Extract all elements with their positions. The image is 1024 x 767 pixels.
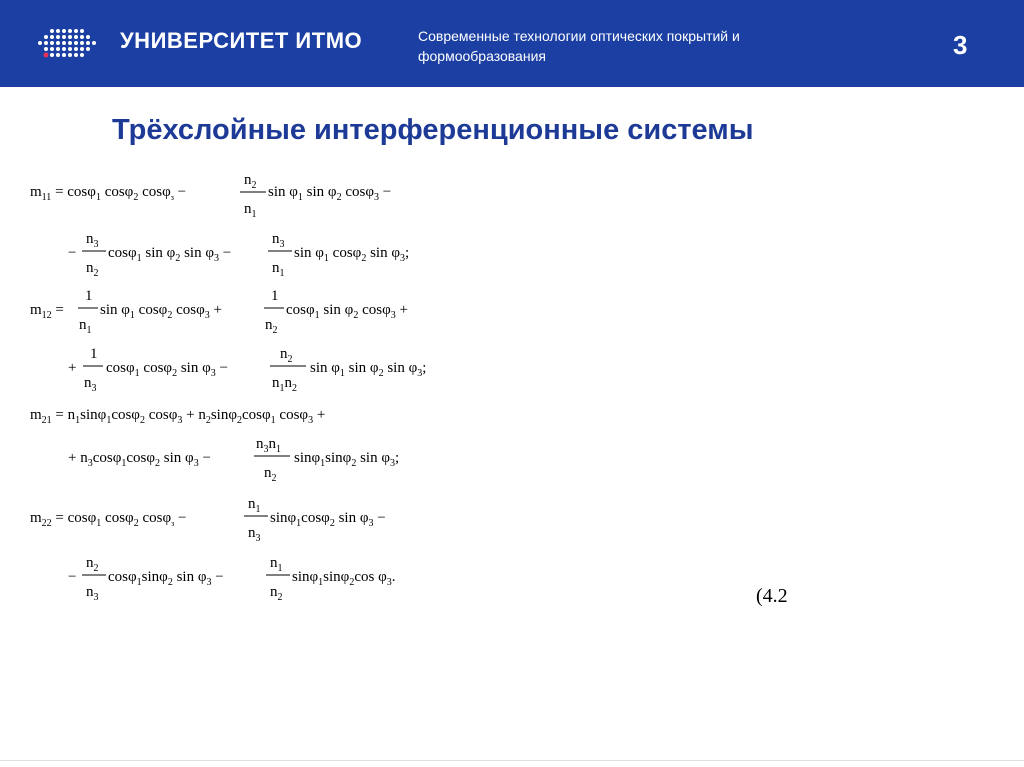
svg-text:n2: $n_2$ [244,172,257,191]
formula-m21-line2 [68,436,399,484]
svg-text:1: 1 [271,288,279,304]
svg-text:m21 = n1sinφ1cosφ2 cosφ3 + n2s: $m_{21} = n_1\sin\varphi_1\cos\varphi_2$ $\cos\varphi_3 + n_2\sin\varphi_2\cos\varphi_1$ cosφ$_3$ + [30,407,326,426]
svg-text:sinφ1cosφ2 sin φ3 −: sinφ$_1$cosφ$_2$ $\sin \varphi_3$ − [270,510,386,529]
bottom-divider [0,760,1024,761]
svg-text:n3: $n_3$ [248,525,261,544]
formula-m22-line2 [68,555,396,603]
formula-m22-line1 [30,496,386,544]
svg-text:+: + [68,360,77,376]
svg-text:1: 1 [90,346,98,362]
slide-title: Трёхслойные интерференционные системы [112,114,754,146]
svg-text:sinφ1sinφ2cos φ3.: sinφ$_1$sinφ$_2$cos $\varphi_3$. [292,569,396,588]
formula-m12-line1 [30,288,408,336]
svg-text:n1: $n_1$ [270,555,283,574]
svg-text:cosφ1 sin φ2 sin φ3 −: cosφ$_1$ $\sin \varphi_2$ $\sin \varphi_3$ − [108,245,232,264]
formula-m11-line1 [30,172,391,220]
svg-text:n3: $n_3$ [84,375,97,394]
university-brand: УНИВЕРСИТЕТ ИТМО [120,28,363,53]
svg-text:1: 1 [85,288,93,304]
svg-text:+ n3cosφ1cosφ2 sin φ3 −: + $n_3\cos\varphi_1\cos\varphi_2$ $\sin \varphi_3$ − [68,450,211,469]
svg-text:sin φ1 cosφ2 sin φ3;: $\sin \varphi_1$ cosφ$_2$ $\sin \varphi_3$; [294,245,410,264]
svg-text:m11 = cosφ1 cosφ2 cosφз −: $m_{11} = \cos\varphi_1$ cosφ$_2$ cosφ$_з$ − [30,184,187,203]
svg-text:n1n2: $n_1n_2$ [272,375,297,394]
svg-text:cosφ1 cosφ2 sin φ3 −: cosφ$_1$ cosφ$_2$ $\sin \varphi_3$ − [106,360,228,379]
svg-text:n2: $n_2$ [265,317,278,336]
svg-text:sin φ1 cosφ2 cosφ3 +: $\sin \varphi_1$ cosφ$_2$ cosφ$_3$ + [100,302,222,321]
svg-text:n2: $n_2$ [86,555,99,574]
svg-text:−: − [68,245,77,261]
formula-m12-line2 [68,346,426,394]
equation-number: (4.2 [756,585,788,607]
svg-text:n3: $n_3$ [86,584,99,603]
svg-text:n1: $n_1$ [272,260,285,279]
course-title-line1: Современные технологии оптических покрытий и [418,28,740,44]
svg-text:−: − [68,569,77,585]
svg-text:sin φ1 sin φ2 cosφ3 −: $\sin \varphi_1$ $\sin \varphi_2$ cosφ$_3$ − [268,184,392,203]
svg-text:n1: $n_1$ [79,317,92,336]
svg-text:sin φ1 sin φ2 sin φ3;: $\sin \varphi_1$ $\sin \varphi_2$ $\sin \varphi_3$; [310,360,427,379]
page-number: 3 [953,30,968,60]
formula-m21-line1 [30,407,325,426]
course-title-line2: формообразования [418,48,546,64]
svg-text:cosφ1sinφ2 sin φ3 −: cosφ$_1$sinφ$_2$ $\sin \varphi_3$ − [108,569,224,588]
svg-text:n2: $n_2$ [270,584,283,603]
svg-text:cosφ1 sin φ2 cosφ3 +: cosφ$_1$ $\sin \varphi_2$ cosφ$_3$ + [286,302,408,321]
svg-text:n3: $n_3$ [272,231,285,250]
svg-text:n3n1: $n_3n_1$ [256,436,281,455]
svg-text:sinφ1sinφ2 sin φ3;: sinφ$_1$sinφ$_2$ $\sin \varphi_3$; [294,450,400,469]
svg-text:m22 = cosφ1 cosφ2 cosφз −: $m_{22} = \cos\varphi_1$ cosφ$_2$ cosφ$_з$ − [30,510,187,529]
svg-text:n1: $n_1$ [248,496,261,515]
svg-text:n2: $n_2$ [86,260,99,279]
svg-text:n2: $n_2$ [264,465,277,484]
svg-text:n3: $n_3$ [86,231,99,250]
svg-text:m12 =: $m_{12}$ = [30,302,64,321]
formula-m11-line2 [68,231,409,279]
svg-text:n2: $n_2$ [280,346,293,365]
svg-text:n1: $n_1$ [244,201,257,220]
